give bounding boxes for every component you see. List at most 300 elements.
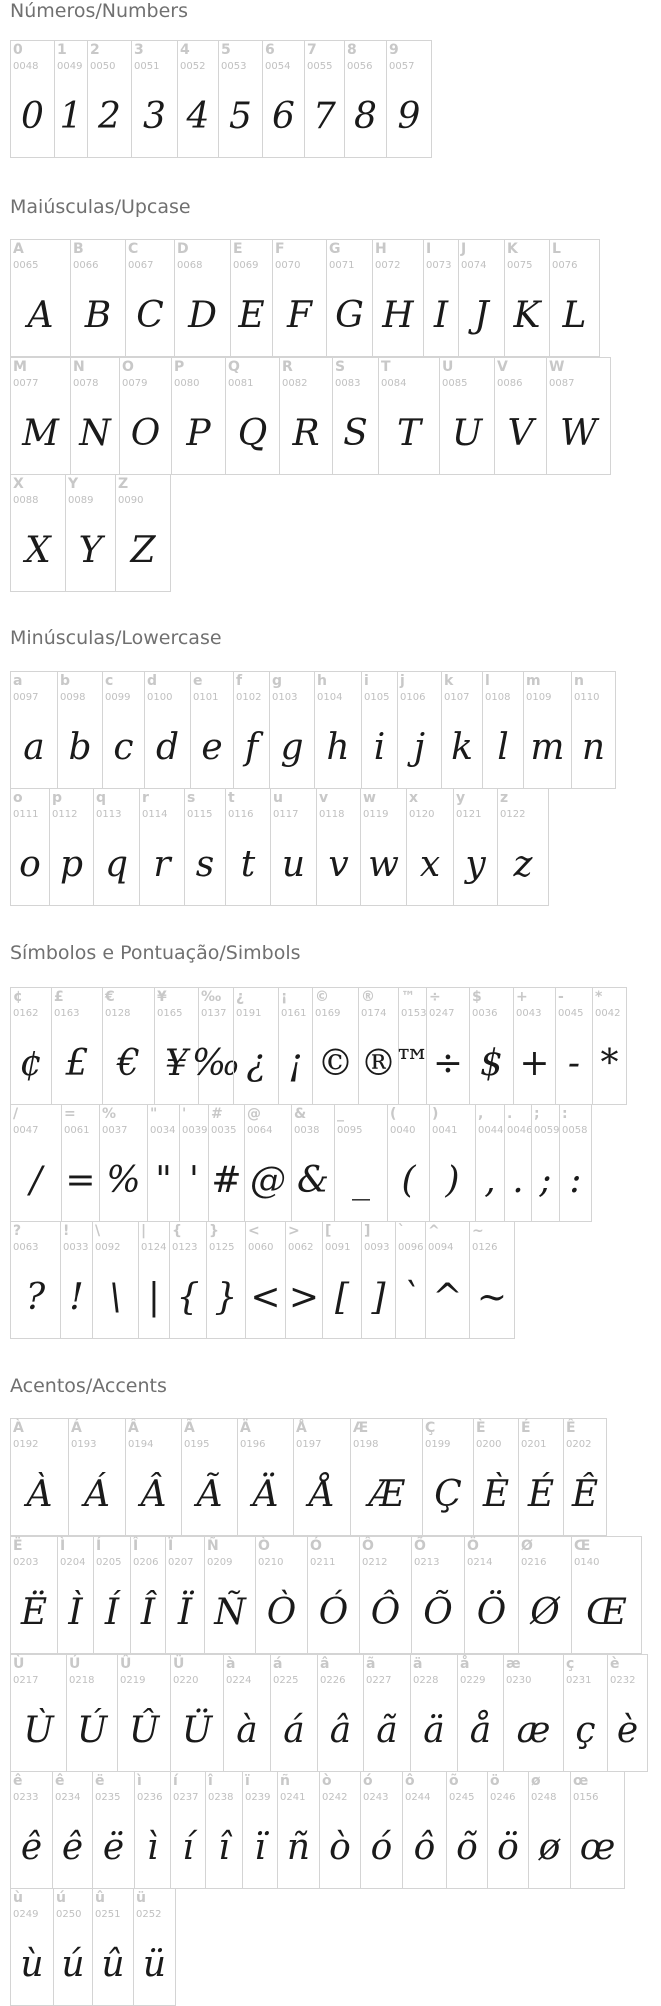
glyph-sample: F — [287, 294, 312, 336]
glyph-char-label: Ì — [60, 1538, 66, 1554]
glyph-code-label: 0100 — [147, 692, 173, 703]
glyph-sample: ‰ — [191, 1042, 241, 1084]
glyph-char-label: 9 — [389, 42, 399, 58]
glyph-char-label: 4 — [180, 42, 190, 58]
glyph-char-label: ? — [13, 1223, 22, 1239]
glyph-code-label: 0110 — [574, 692, 600, 703]
glyph-sample: H — [382, 294, 414, 336]
glyph-code-label: 0060 — [248, 1242, 274, 1253]
glyph-char-label: Ô — [362, 1538, 374, 1554]
glyph-char-label: M — [13, 359, 27, 375]
glyph-sample: ù — [20, 1943, 44, 1985]
glyph-char-label: q — [96, 790, 107, 806]
glyph-sample: A — [27, 294, 54, 336]
glyph-code-label: 0041 — [432, 1125, 458, 1136]
glyph-code-label: 0174 — [361, 1008, 387, 1019]
glyph-char-label: £ — [54, 989, 64, 1005]
glyph-char-label: € — [105, 989, 115, 1005]
glyph-char-label: 7 — [307, 42, 317, 58]
glyph-cell — [270, 1654, 318, 1772]
glyph-sample: ì — [146, 1826, 159, 1868]
glyph-code-label: 0207 — [168, 1557, 194, 1568]
glyph-sample: Í — [104, 1591, 120, 1633]
glyph-code-label: 0216 — [521, 1557, 547, 1568]
glyph-char-label: ‰ — [201, 989, 222, 1005]
glyph-code-label: 0051 — [134, 61, 160, 72]
glyph-sample: œ — [579, 1826, 616, 1868]
glyph-cell — [204, 1536, 256, 1654]
glyph-sample: w — [368, 843, 399, 885]
glyph-sample: N — [79, 412, 111, 454]
glyph-sample: o — [19, 843, 41, 885]
glyph-cell — [503, 1654, 564, 1772]
glyph-code-label: 0076 — [552, 260, 578, 271]
glyph-cell — [322, 1221, 362, 1339]
glyph-sample: K — [513, 294, 541, 336]
glyph-code-label: 0237 — [173, 1792, 199, 1803]
glyph-cell — [326, 239, 373, 357]
glyph-cell — [191, 987, 241, 1105]
glyph-char-label: L — [552, 241, 561, 257]
glyph-char-label: ™ — [401, 989, 415, 1005]
glyph-code-label: 0107 — [444, 692, 470, 703]
glyph-char-label: ù — [13, 1890, 23, 1906]
glyph-sample: ô — [413, 1826, 436, 1868]
glyph-sample: B — [84, 294, 112, 336]
glyph-cell — [177, 40, 219, 158]
glyph-char-label: Ù — [13, 1656, 25, 1672]
glyph-char-label: ê — [13, 1773, 23, 1789]
glyph-cell — [179, 1104, 209, 1222]
glyph-code-label: 0163 — [54, 1008, 80, 1019]
glyph-code-label: 0045 — [558, 1008, 584, 1019]
glyph-code-label: 0218 — [69, 1675, 95, 1686]
glyph-sample: - — [567, 1042, 581, 1084]
glyph-sample: É — [527, 1473, 555, 1515]
glyph-char-label: / — [13, 1106, 19, 1122]
glyph-cell — [469, 987, 514, 1105]
glyph-char-label: w — [363, 790, 376, 806]
glyph-sample: C — [136, 294, 164, 336]
glyph-sample: k — [451, 726, 473, 768]
glyph-code-label: 0058 — [562, 1125, 588, 1136]
glyph-code-label: 0122 — [500, 809, 526, 820]
glyph-cell — [272, 239, 327, 357]
glyph-row-symbols-3 — [10, 1221, 514, 1339]
glyph-char-label: 8 — [347, 42, 357, 58]
glyph-char-label: ` — [398, 1223, 405, 1239]
glyph-code-label: 0059 — [534, 1125, 560, 1136]
glyph-char-label: + — [516, 989, 528, 1005]
glyph-char-label: Q — [228, 359, 240, 375]
glyph-cell — [411, 1536, 465, 1654]
glyph-code-label: 0087 — [549, 378, 575, 389]
glyph-char-label: J — [461, 241, 467, 257]
glyph-char-label: Á — [71, 1420, 82, 1436]
glyph-code-label: 0201 — [521, 1439, 547, 1450]
glyph-char-label: g — [272, 673, 283, 689]
glyph-cell — [571, 1536, 642, 1654]
glyph-code-label: 0219 — [120, 1675, 146, 1686]
glyph-char-label: Ø — [521, 1538, 533, 1554]
glyph-char-label: B — [73, 241, 84, 257]
glyph-char-label: ] — [364, 1223, 371, 1239]
glyph-cell — [307, 1536, 360, 1654]
glyph-sample: € — [117, 1042, 140, 1084]
glyph-code-label: 0226 — [320, 1675, 346, 1686]
glyph-char-label: v — [319, 790, 329, 806]
glyph-sample: ê — [20, 1826, 43, 1868]
glyph-char-label: # — [211, 1106, 223, 1122]
glyph-cell — [245, 1221, 286, 1339]
glyph-code-label: 0075 — [507, 260, 533, 271]
glyph-cell — [181, 1418, 238, 1536]
glyph-char-label: è — [610, 1656, 620, 1672]
glyph-char-label: Ú — [69, 1656, 81, 1672]
glyph-cell — [397, 671, 442, 789]
glyph-cell — [92, 1888, 134, 2006]
glyph-code-label: 0074 — [461, 260, 487, 271]
glyph-sample: 8 — [354, 95, 377, 137]
glyph-code-label: 0038 — [294, 1125, 320, 1136]
glyph-char-label: Î — [133, 1538, 139, 1554]
glyph-cell — [93, 1536, 131, 1654]
glyph-char-label: Û — [120, 1656, 132, 1672]
glyph-char-label: } — [209, 1223, 219, 1239]
glyph-code-label: 0048 — [13, 61, 39, 72]
glyph-sample: R — [292, 412, 320, 454]
glyph-code-label: 0112 — [52, 809, 78, 820]
glyph-char-label: C — [128, 241, 139, 257]
glyph-code-label: 0105 — [364, 692, 390, 703]
glyph-code-label: 0225 — [273, 1675, 299, 1686]
glyph-code-label: 0236 — [137, 1792, 163, 1803]
glyph-sample: [ — [334, 1276, 350, 1318]
glyph-char-label: K — [507, 241, 518, 257]
glyph-cell — [54, 40, 88, 158]
glyph-code-label: 0083 — [335, 378, 361, 389]
section-title-numbers: Números/Numbers — [10, 0, 188, 22]
glyph-sample: Ä — [252, 1473, 279, 1515]
glyph-char-label: ì — [137, 1773, 142, 1789]
glyph-cell — [350, 1418, 423, 1536]
glyph-char-label: c — [105, 673, 114, 689]
glyph-sample: _ — [352, 1159, 370, 1201]
glyph-row-accents-5 — [10, 1888, 175, 2006]
glyph-cell — [571, 671, 616, 789]
glyph-char-label: F — [275, 241, 285, 257]
glyph-char-label: b — [60, 673, 71, 689]
glyph-sample: ê — [61, 1826, 84, 1868]
glyph-char-label: R — [282, 359, 293, 375]
glyph-cell — [518, 1536, 572, 1654]
glyph-sample: 9 — [397, 95, 421, 137]
glyph-char-label: ü — [136, 1890, 146, 1906]
glyph-code-label: 0086 — [497, 378, 523, 389]
glyph-code-label: 0243 — [363, 1792, 389, 1803]
glyph-char-label: I — [426, 241, 432, 257]
glyph-code-label: 0089 — [68, 495, 94, 506]
glyph-cell — [10, 1104, 62, 1222]
glyph-char-label: Ö — [467, 1538, 479, 1554]
glyph-code-label: 0241 — [280, 1792, 306, 1803]
glyph-code-label: 0244 — [405, 1792, 431, 1803]
glyph-sample: ¡ — [288, 1042, 303, 1084]
glyph-sample: Y — [78, 529, 103, 571]
glyph-char-label: * — [595, 989, 603, 1005]
glyph-cell — [402, 1771, 447, 1889]
glyph-cell — [119, 357, 172, 475]
glyph-cell — [99, 1104, 148, 1222]
glyph-code-label: 0056 — [347, 61, 373, 72]
glyph-code-label: 0204 — [60, 1557, 86, 1568]
section-title-symbols: Símbolos e Pontuação/Simbols — [10, 942, 301, 964]
glyph-row-accents-2 — [10, 1536, 641, 1654]
glyph-cell — [225, 788, 271, 906]
glyph-code-label: 0238 — [208, 1792, 234, 1803]
glyph-cell — [170, 1771, 206, 1889]
glyph-cell — [570, 1771, 625, 1889]
glyph-sample: 5 — [229, 95, 252, 137]
glyph-char-label: r — [142, 790, 149, 806]
glyph-code-label: 0049 — [57, 61, 83, 72]
glyph-code-label: 0200 — [476, 1439, 502, 1450]
glyph-char-label: y — [456, 790, 466, 806]
glyph-code-label: 0169 — [315, 1008, 341, 1019]
glyph-sample: Q — [237, 412, 268, 454]
glyph-char-label: ) — [432, 1106, 439, 1122]
glyph-char-label: ú — [56, 1890, 66, 1906]
glyph-cell — [10, 788, 50, 906]
glyph-char-label: $ — [472, 989, 482, 1005]
glyph-char-label: P — [174, 359, 185, 375]
glyph-sample: ú — [61, 1943, 85, 1985]
glyph-cell — [269, 671, 315, 789]
glyph-sample: / — [29, 1159, 43, 1201]
glyph-cell — [358, 987, 399, 1105]
glyph-cell — [497, 788, 549, 906]
glyph-code-label: 0121 — [456, 809, 482, 820]
glyph-cell — [426, 987, 470, 1105]
glyph-sample: Á — [84, 1473, 110, 1515]
glyph-code-label: 0246 — [490, 1792, 516, 1803]
glyph-cell — [218, 40, 263, 158]
glyph-code-label: 0231 — [566, 1675, 592, 1686]
glyph-char-label: ¢ — [13, 989, 23, 1005]
glyph-sample: ` — [401, 1276, 420, 1318]
glyph-sample: Ô — [370, 1591, 401, 1633]
glyph-sample: è — [616, 1709, 639, 1751]
glyph-sample: I — [433, 294, 449, 336]
glyph-sample: # — [211, 1159, 242, 1201]
glyph-sample: È — [482, 1473, 510, 1515]
glyph-code-label: 0220 — [173, 1675, 199, 1686]
glyph-cell — [61, 1104, 100, 1222]
glyph-code-label: 0140 — [574, 1557, 600, 1568]
glyph-cell — [291, 1104, 335, 1222]
glyph-cell — [57, 1536, 94, 1654]
glyph-code-label: 0102 — [236, 692, 262, 703]
glyph-sample: y — [465, 843, 486, 885]
glyph-char-label: É — [521, 1420, 531, 1436]
glyph-cell — [206, 1221, 246, 1339]
glyph-cell — [125, 1418, 182, 1536]
glyph-sample: " — [155, 1159, 172, 1201]
glyph-char-label: \ — [95, 1223, 101, 1239]
glyph-sample: V — [507, 412, 534, 454]
glyph-char-label: u — [273, 790, 283, 806]
glyph-code-label: 0153 — [401, 1008, 427, 1019]
glyph-cell — [316, 788, 361, 906]
glyph-sample: Ï — [177, 1591, 193, 1633]
glyph-code-label: 0070 — [275, 260, 301, 271]
glyph-sample: $ — [480, 1042, 503, 1084]
glyph-code-label: 0232 — [610, 1675, 636, 1686]
glyph-cell — [65, 474, 116, 592]
glyph-code-label: 0198 — [353, 1439, 379, 1450]
glyph-char-label: z — [500, 790, 509, 806]
glyph-sample: î — [218, 1826, 230, 1868]
glyph-sample: T — [396, 412, 421, 454]
glyph-char-label: = — [64, 1106, 76, 1122]
glyph-sample: c — [113, 726, 134, 768]
glyph-char-label: - — [558, 989, 564, 1005]
glyph-code-label: 0126 — [472, 1242, 498, 1253]
glyph-char-label: S — [335, 359, 346, 375]
glyph-code-label: 0036 — [472, 1008, 498, 1019]
glyph-char-label: ¥ — [157, 989, 167, 1005]
glyph-code-label: 0229 — [460, 1675, 486, 1686]
glyph-sample: à — [236, 1709, 258, 1751]
glyph-sample: l — [497, 726, 509, 768]
glyph-char-label: í — [173, 1773, 178, 1789]
glyph-cell — [278, 987, 313, 1105]
glyph-sample: Ø — [530, 1591, 560, 1633]
glyph-char-label: ê — [55, 1773, 65, 1789]
glyph-char-label: ! — [63, 1223, 70, 1239]
glyph-code-label: 0037 — [102, 1125, 128, 1136]
glyph-sample: ä — [423, 1709, 445, 1751]
glyph-code-label: 0205 — [96, 1557, 122, 1568]
glyph-char-label: x — [409, 790, 419, 806]
glyph-sample: ç — [575, 1709, 596, 1751]
glyph-sample: % — [106, 1159, 141, 1201]
glyph-cell — [102, 987, 155, 1105]
glyph-code-label: 0069 — [233, 260, 259, 271]
glyph-sample: Ù — [23, 1709, 54, 1751]
glyph-cell — [469, 1221, 515, 1339]
glyph-code-label: 0044 — [478, 1125, 504, 1136]
glyph-char-label: © — [315, 989, 329, 1005]
glyph-cell — [242, 1771, 278, 1889]
glyph-sample: G — [335, 294, 364, 336]
glyph-sample: ) — [445, 1159, 460, 1201]
glyph-code-label: 0098 — [60, 692, 86, 703]
glyph-char-label: î — [208, 1773, 213, 1789]
glyph-code-label: 0235 — [95, 1792, 121, 1803]
glyph-cell — [425, 1221, 470, 1339]
glyph-char-label: m — [526, 673, 541, 689]
glyph-cell — [51, 987, 103, 1105]
glyph-sample: ! — [69, 1276, 84, 1318]
glyph-code-label: 0196 — [240, 1439, 266, 1450]
glyph-char-label: o — [13, 790, 23, 806]
section-title-upcase: Maiúsculas/Upcase — [10, 196, 191, 218]
glyph-char-label: 2 — [90, 42, 100, 58]
glyph-code-label: 0097 — [13, 692, 39, 703]
glyph-code-label: 0043 — [516, 1008, 542, 1019]
glyph-code-label: 0161 — [281, 1008, 307, 1019]
glyph-code-label: 0104 — [317, 692, 343, 703]
glyph-cell — [439, 357, 495, 475]
glyph-code-label: 0077 — [13, 378, 39, 389]
glyph-sample: S — [343, 412, 368, 454]
glyph-sample: ' — [189, 1159, 199, 1201]
glyph-char-label: ä — [413, 1656, 423, 1672]
glyph-sample: X — [25, 529, 51, 571]
glyph-code-label: 0062 — [288, 1242, 314, 1253]
glyph-cell — [422, 1418, 474, 1536]
glyph-code-label: 0195 — [184, 1439, 210, 1450]
glyph-sample: ò — [329, 1826, 351, 1868]
glyph-cell — [10, 671, 58, 789]
glyph-cell — [387, 1104, 430, 1222]
glyph-code-label: 0162 — [13, 1008, 39, 1019]
glyph-sample: ® — [360, 1042, 397, 1084]
glyph-char-label: e — [193, 673, 203, 689]
glyph-sample: Õ — [423, 1591, 453, 1633]
glyph-cell — [68, 1418, 126, 1536]
glyph-cell — [184, 788, 226, 906]
glyph-sample: Z — [130, 529, 156, 571]
glyph-char-label: ò — [322, 1773, 332, 1789]
glyph-cell — [317, 1654, 364, 1772]
glyph-sample: = — [65, 1159, 96, 1201]
glyph-sample: Ü — [181, 1709, 213, 1751]
glyph-cell — [171, 357, 226, 475]
glyph-sample: } — [214, 1276, 238, 1318]
glyph-char-label: l — [485, 673, 490, 689]
glyph-code-label: 0079 — [122, 378, 148, 389]
glyph-code-label: 0165 — [157, 1008, 183, 1019]
glyph-code-label: 0052 — [180, 61, 206, 72]
glyph-cell — [360, 788, 407, 906]
glyph-sample: M — [22, 412, 59, 454]
glyph-cell — [10, 1418, 69, 1536]
glyph-sample: 4 — [186, 95, 210, 137]
glyph-sample: æ — [516, 1709, 551, 1751]
glyph-cell — [475, 1104, 505, 1222]
glyph-char-label: T — [381, 359, 391, 375]
glyph-code-label: 0067 — [128, 260, 154, 271]
glyph-cell — [60, 1221, 93, 1339]
glyph-code-label: 0233 — [13, 1792, 39, 1803]
glyph-sample: W — [559, 412, 597, 454]
glyph-sample: ë — [102, 1826, 125, 1868]
glyph-code-label: 0092 — [95, 1242, 121, 1253]
glyph-sample: ¿ — [246, 1042, 266, 1084]
glyph-code-label: 0078 — [73, 378, 99, 389]
glyph-char-label: Ç — [425, 1420, 436, 1436]
glyph-sample: © — [317, 1042, 354, 1084]
glyph-char-label: X — [13, 476, 24, 492]
glyph-char-label: [ — [325, 1223, 332, 1239]
glyph-sample: ï — [254, 1826, 266, 1868]
glyph-sample: 6 — [272, 95, 295, 137]
glyph-sample: Ã — [196, 1473, 223, 1515]
glyph-code-label: 0057 — [389, 61, 415, 72]
glyph-code-label: 0088 — [13, 495, 39, 506]
